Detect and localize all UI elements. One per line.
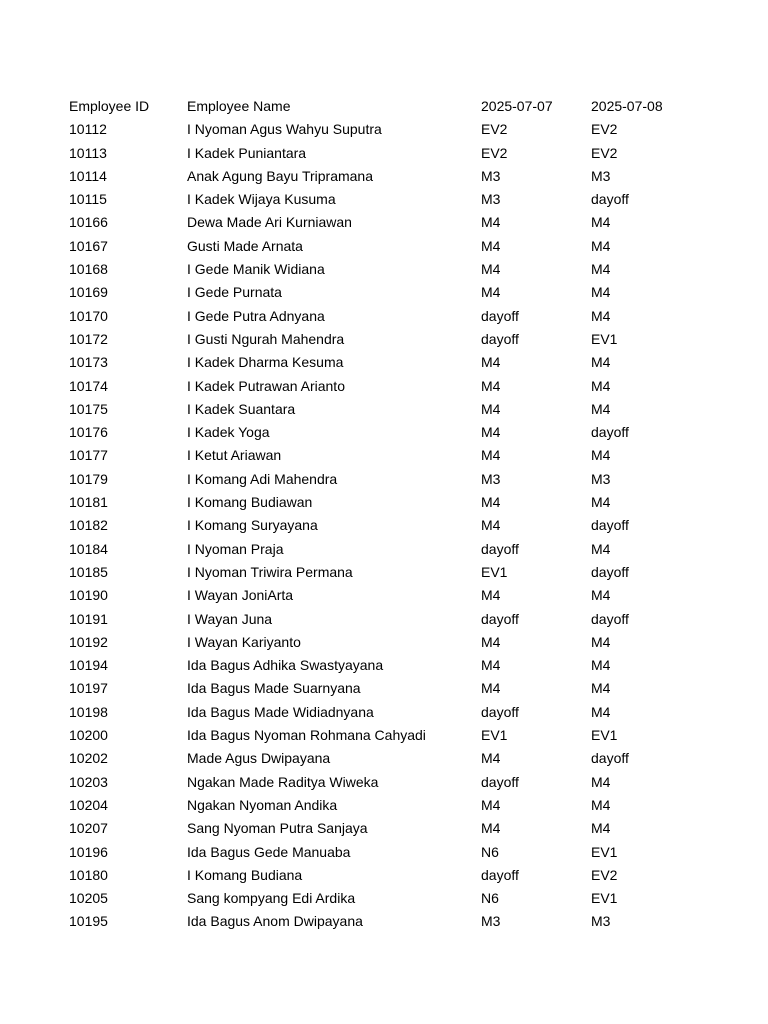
schedule-table <box>69 95 701 934</box>
shift-date-1-cell: N6 <box>481 843 499 860</box>
table-row <box>69 444 701 467</box>
employee-name-cell: I Kadek Dharma Kesuma <box>187 354 344 371</box>
shift-date-1-cell: M4 <box>481 400 501 417</box>
employee-id-cell: 10195 <box>69 913 108 930</box>
shift-date-2-cell: dayoff <box>591 424 629 441</box>
table-row <box>69 142 701 165</box>
table-row <box>69 421 701 444</box>
shift-date-1-cell: M4 <box>481 354 501 371</box>
table-row <box>69 817 701 840</box>
employee-name-cell: I Komang Budiawan <box>187 494 313 511</box>
table-row <box>69 561 701 584</box>
shift-date-1-cell: M4 <box>481 214 501 231</box>
employee-id-cell: 10192 <box>69 633 108 650</box>
shift-date-1-cell: dayoff <box>481 610 519 627</box>
shift-date-2-cell: dayoff <box>591 517 629 534</box>
shift-date-2-cell: M4 <box>591 633 611 650</box>
table-row <box>69 211 701 234</box>
employee-name-cell: Ida Bagus Nyoman Rohmana Cahyadi <box>187 727 426 744</box>
employee-name-cell: I Komang Budiana <box>187 866 303 883</box>
shift-date-2-cell: M4 <box>591 773 611 790</box>
table-row <box>69 468 701 491</box>
shift-date-2-cell: M4 <box>591 494 611 511</box>
shift-date-2-cell: M4 <box>591 400 611 417</box>
employee-name-cell: Ida Bagus Made Widiadnyana <box>187 703 374 720</box>
header-employee-id: Employee ID <box>69 98 150 114</box>
employee-id-cell: 10191 <box>69 610 108 627</box>
employee-id-cell: 10113 <box>69 144 107 161</box>
table-row <box>69 351 701 374</box>
shift-date-2-cell: M4 <box>591 261 611 278</box>
employee-name-cell: I Nyoman Praja <box>187 540 284 557</box>
shift-date-2-cell: EV2 <box>591 121 618 138</box>
table-row <box>69 608 701 631</box>
employee-name-cell: I Kadek Yoga <box>187 424 270 441</box>
table-row <box>69 514 701 537</box>
shift-date-2-cell: M3 <box>591 167 611 184</box>
shift-date-1-cell: M3 <box>481 167 501 184</box>
table-row <box>69 654 701 677</box>
employee-id-cell: 10204 <box>69 796 108 813</box>
employee-id-cell: 10182 <box>69 517 108 534</box>
table-row <box>69 305 701 328</box>
table-row <box>69 701 701 724</box>
employee-name-cell: Anak Agung Bayu Tripramana <box>187 167 374 184</box>
employee-name-cell: I Gusti Ngurah Mahendra <box>187 330 345 347</box>
shift-date-2-cell: dayoff <box>591 610 629 627</box>
employee-name-cell: Ngakan Nyoman Andika <box>187 796 338 813</box>
table-row <box>69 841 701 864</box>
shift-date-2-cell: M4 <box>591 307 611 324</box>
employee-id-cell: 10170 <box>69 307 108 324</box>
shift-date-2-cell: EV1 <box>591 727 618 744</box>
shift-date-2-cell: M4 <box>591 540 611 557</box>
shift-date-1-cell: M4 <box>481 261 501 278</box>
shift-date-1-cell: M4 <box>481 517 501 534</box>
employee-id-cell: 10174 <box>69 377 108 394</box>
table-row <box>69 677 701 700</box>
employee-id-cell: 10197 <box>69 680 108 697</box>
employee-name-cell: I Gede Purnata <box>187 284 282 301</box>
employee-name-cell: Sang Nyoman Putra Sanjaya <box>187 820 368 837</box>
shift-date-2-cell: M4 <box>591 820 611 837</box>
shift-date-2-cell: M4 <box>591 587 611 604</box>
header-employee-name: Employee Name <box>187 98 291 114</box>
table-row <box>69 631 701 654</box>
shift-date-1-cell: M4 <box>481 424 501 441</box>
employee-id-cell: 10185 <box>69 563 108 580</box>
employee-id-cell: 10172 <box>69 330 108 347</box>
employee-id-cell: 10115 <box>69 191 107 208</box>
employee-name-cell: I Ketut Ariawan <box>187 447 282 464</box>
shift-date-1-cell: dayoff <box>481 773 519 790</box>
employee-name-cell: I Wayan Kariyanto <box>187 633 301 650</box>
employee-id-cell: 10203 <box>69 773 108 790</box>
employee-id-cell: 10180 <box>69 866 108 883</box>
employee-id-cell: 10184 <box>69 540 108 557</box>
employee-name-cell: Dewa Made Ari Kurniawan <box>187 214 352 231</box>
employee-name-cell: I Komang Adi Mahendra <box>187 470 338 487</box>
shift-date-1-cell: M4 <box>481 494 501 511</box>
shift-date-1-cell: EV1 <box>481 727 508 744</box>
employee-id-cell: 10177 <box>69 447 108 464</box>
table-row <box>69 235 701 258</box>
shift-date-2-cell: M3 <box>591 913 611 930</box>
shift-date-2-cell: M4 <box>591 284 611 301</box>
employee-id-cell: 10196 <box>69 843 108 860</box>
employee-id-cell: 10181 <box>69 494 108 511</box>
shift-date-1-cell: M3 <box>481 470 501 487</box>
shift-date-1-cell: dayoff <box>481 866 519 883</box>
employee-id-cell: 10176 <box>69 424 108 441</box>
employee-id-cell: 10112 <box>69 121 107 138</box>
shift-date-2-cell: M4 <box>591 703 611 720</box>
shift-date-1-cell: M4 <box>481 750 501 767</box>
employee-name-cell: Ngakan Made Raditya Wiweka <box>187 773 379 790</box>
table-row <box>69 281 701 304</box>
shift-date-2-cell: EV2 <box>591 866 618 883</box>
employee-id-cell: 10175 <box>69 400 108 417</box>
table-row <box>69 538 701 561</box>
table-row <box>69 771 701 794</box>
table-row <box>69 165 701 188</box>
table-row <box>69 794 701 817</box>
shift-date-2-cell: M4 <box>591 214 611 231</box>
header-date-1: 2025-07-07 <box>481 98 553 114</box>
employee-name-cell: Gusti Made Arnata <box>187 237 303 254</box>
shift-date-1-cell: dayoff <box>481 540 519 557</box>
employee-name-cell: I Kadek Putrawan Arianto <box>187 377 345 394</box>
table-row <box>69 328 701 351</box>
shift-date-2-cell: dayoff <box>591 750 629 767</box>
shift-date-2-cell: EV1 <box>591 330 618 347</box>
employee-id-cell: 10200 <box>69 727 108 744</box>
table-row <box>69 910 701 933</box>
employee-name-cell: Sang kompyang Edi Ardika <box>187 890 356 907</box>
employee-name-cell: Made Agus Dwipayana <box>187 750 331 767</box>
employee-id-cell: 10190 <box>69 587 108 604</box>
employee-name-cell: I Nyoman Agus Wahyu Suputra <box>187 121 382 138</box>
table-row <box>69 398 701 421</box>
employee-id-cell: 10202 <box>69 750 108 767</box>
shift-date-2-cell: dayoff <box>591 191 629 208</box>
shift-date-1-cell: EV2 <box>481 144 508 161</box>
employee-name-cell: I Gede Manik Widiana <box>187 261 325 278</box>
table-row <box>69 491 701 514</box>
shift-date-2-cell: M4 <box>591 796 611 813</box>
shift-date-1-cell: M4 <box>481 587 501 604</box>
shift-date-1-cell: M3 <box>481 191 501 208</box>
employee-name-cell: I Wayan Juna <box>187 610 273 627</box>
employee-name-cell: I Kadek Puniantara <box>187 144 307 161</box>
employee-name-cell: Ida Bagus Anom Dwipayana <box>187 913 363 930</box>
shift-date-2-cell: M4 <box>591 680 611 697</box>
shift-date-1-cell: M4 <box>481 633 501 650</box>
table-row <box>69 258 701 281</box>
employee-id-cell: 10198 <box>69 703 108 720</box>
shift-date-1-cell: dayoff <box>481 307 519 324</box>
shift-date-2-cell: M4 <box>591 354 611 371</box>
employee-id-cell: 10179 <box>69 470 108 487</box>
employee-id-cell: 10168 <box>69 261 108 278</box>
employee-name-cell: I Komang Suryayana <box>187 517 318 534</box>
table-row <box>69 188 701 211</box>
shift-date-1-cell: M4 <box>481 657 501 674</box>
employee-id-cell: 10169 <box>69 284 108 301</box>
shift-date-1-cell: M4 <box>481 237 501 254</box>
shift-date-1-cell: M4 <box>481 680 501 697</box>
employee-name-cell: I Nyoman Triwira Permana <box>187 563 353 580</box>
table-row <box>69 864 701 887</box>
employee-id-cell: 10207 <box>69 820 108 837</box>
employee-id-cell: 10194 <box>69 657 108 674</box>
table-row <box>69 747 701 770</box>
employee-name-cell: I Wayan JoniArta <box>187 587 294 604</box>
table-body <box>69 118 701 933</box>
employee-name-cell: Ida Bagus Adhika Swastyayana <box>187 657 384 674</box>
employee-name-cell: I Kadek Suantara <box>187 400 296 417</box>
employee-name-cell: Ida Bagus Made Suarnyana <box>187 680 361 697</box>
shift-date-2-cell: dayoff <box>591 563 629 580</box>
shift-date-2-cell: EV2 <box>591 144 618 161</box>
employee-name-cell: I Kadek Wijaya Kusuma <box>187 191 336 208</box>
header-date-2: 2025-07-08 <box>591 98 663 114</box>
shift-date-1-cell: EV2 <box>481 121 508 138</box>
shift-date-1-cell: M4 <box>481 377 501 394</box>
table-row <box>69 118 701 141</box>
shift-date-2-cell: EV1 <box>591 890 618 907</box>
shift-date-2-cell: M4 <box>591 237 611 254</box>
employee-id-cell: 10205 <box>69 890 108 907</box>
shift-date-2-cell: M4 <box>591 377 611 394</box>
employee-id-cell: 10114 <box>69 167 107 184</box>
shift-date-2-cell: M3 <box>591 470 611 487</box>
shift-date-2-cell: M4 <box>591 447 611 464</box>
shift-date-2-cell: M4 <box>591 657 611 674</box>
table-header-row <box>69 95 701 118</box>
employee-id-cell: 10166 <box>69 214 108 231</box>
shift-date-1-cell: M4 <box>481 447 501 464</box>
shift-date-1-cell: EV1 <box>481 563 508 580</box>
table-row <box>69 375 701 398</box>
table-row <box>69 887 701 910</box>
shift-date-2-cell: EV1 <box>591 843 618 860</box>
shift-date-1-cell: dayoff <box>481 330 519 347</box>
employee-name-cell: I Gede Putra Adnyana <box>187 307 325 324</box>
employee-id-cell: 10167 <box>69 237 108 254</box>
shift-date-1-cell: dayoff <box>481 703 519 720</box>
shift-date-1-cell: M4 <box>481 820 501 837</box>
shift-date-1-cell: M4 <box>481 284 501 301</box>
shift-date-1-cell: N6 <box>481 890 499 907</box>
table-row <box>69 584 701 607</box>
table-row <box>69 724 701 747</box>
employee-name-cell: Ida Bagus Gede Manuaba <box>187 843 351 860</box>
employee-id-cell: 10173 <box>69 354 108 371</box>
shift-date-1-cell: M3 <box>481 913 501 930</box>
shift-date-1-cell: M4 <box>481 796 501 813</box>
